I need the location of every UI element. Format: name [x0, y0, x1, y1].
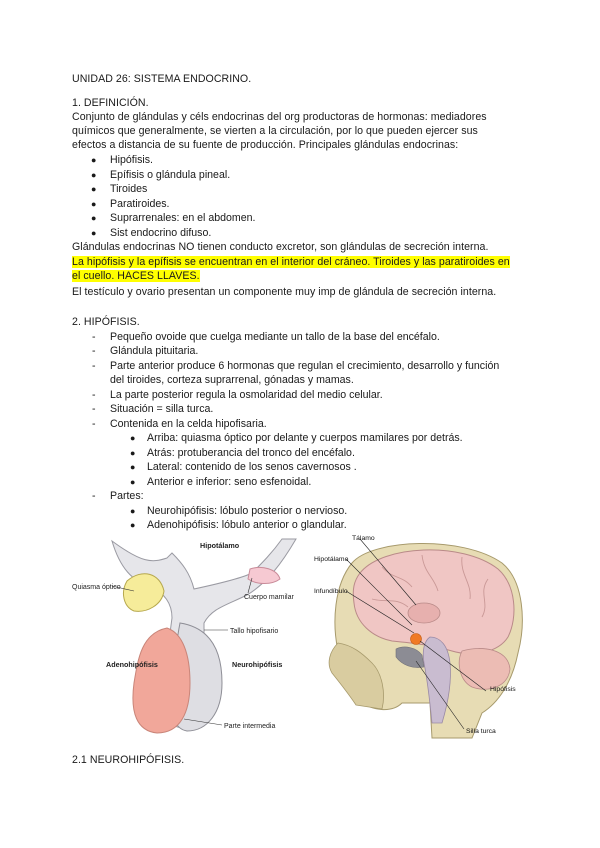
hipofisis-item: Glándula pituitaria.	[110, 345, 199, 357]
partes-label: Partes:	[110, 490, 144, 502]
hipofisis-item: La parte posterior regula la osmolaridad del medio celular.	[110, 389, 383, 401]
label-hipotalamo-2: Hipotálamo	[314, 556, 349, 563]
bullet-icon: ●	[91, 228, 97, 238]
bullet-icon: ●	[130, 506, 136, 516]
section-2-heading: 2. HIPÓFISIS.	[72, 316, 140, 328]
label-adeno: Adenohipófisis	[106, 660, 158, 669]
label-quiasma: Quiasma óptico	[72, 584, 121, 591]
partes-item: Neurohipófisis: lóbulo posterior o nervioso.	[147, 505, 348, 517]
gland-item: Sist endocrino difuso.	[110, 227, 212, 239]
celda-item: Atrás: protuberancia del tronco del encéfalo.	[147, 447, 355, 459]
bullet-icon: ●	[130, 462, 136, 472]
label-neuro: Neurohipófisis	[232, 660, 283, 669]
label-parte-intermedia: Parte intermedia	[224, 723, 276, 730]
hipofisis-item: Contenida en la celda hipofisaria.	[110, 418, 267, 430]
celda-item: Anterior e inferior: seno esfenoidal.	[147, 476, 312, 488]
hipofisis-item: Parte anterior produce 6 hormonas que regulan el crecimiento, desarrollo y función	[110, 360, 500, 372]
pituitary-diagram	[72, 533, 308, 741]
bullet-icon: ●	[130, 520, 136, 530]
celda-item: Arriba: quiasma óptico por delante y cuerpos mamilares por detrás.	[147, 432, 463, 444]
section-2-1-heading: 2.1 NEUROHIPÓFISIS.	[72, 754, 185, 766]
definition-line-3: efectos a distancia de su fuente de producción. Principales glándulas endocrinas:	[72, 139, 459, 151]
bullet-icon: ●	[130, 477, 136, 487]
definition-line-1: Conjunto de glándulas y céls endocrinas del org productoras de hormonas: mediadores	[72, 111, 487, 123]
highlight-line-2: el cuello. HACES LLAVES.	[72, 270, 200, 282]
label-tallo: Tallo hipofisario	[230, 628, 279, 635]
note-line: Glándulas endocrinas NO tienen conducto excretor, son glándulas de secreción interna.	[72, 241, 489, 253]
bullet-icon: ●	[130, 448, 136, 458]
bullet-icon: ●	[91, 184, 97, 194]
bullet-icon: ●	[91, 199, 97, 209]
document-title: UNIDAD 26: SISTEMA ENDOCRINO.	[72, 73, 252, 85]
label-talamo: Tálamo	[352, 535, 375, 542]
hipofisis-item-cont: del tiroides, corteza suprarrenal, gónadas y mamas.	[110, 374, 354, 386]
head-sagittal-diagram	[312, 533, 528, 741]
label-silla-turca: Silla turca	[466, 728, 496, 735]
bullet-icon: ●	[91, 155, 97, 165]
label-cuerpo-mamilar: Cuerpo mamilar	[244, 594, 294, 601]
hipofisis-item: Situación = silla turca.	[110, 403, 214, 415]
partes-item: Adenohipófisis: lóbulo anterior o glandular.	[147, 519, 347, 531]
gland-item: Tiroides	[110, 183, 148, 195]
last-line: El testículo y ovario presentan un componente muy imp de glándula de secreción interna.	[72, 286, 497, 298]
bullet-icon: ●	[130, 433, 136, 443]
label-hipotalamo: Hipotálamo	[200, 541, 240, 550]
bullet-icon: ●	[91, 213, 97, 223]
label-infundibulo: Infundíbulo	[314, 588, 348, 595]
gland-item: Suprarrenales: en el abdomen.	[110, 212, 256, 224]
bullet-icon: ●	[91, 170, 97, 180]
label-hipofisis: Hipófisis	[490, 686, 516, 693]
celda-item: Lateral: contenido de los senos cavernosos .	[147, 461, 357, 473]
definition-line-2: químicos que generalmente, se vierten a la circulación, por lo que pueden ejercer sus	[72, 125, 478, 137]
hipofisis-item: Pequeño ovoide que cuelga mediante un tallo de la base del encéfalo.	[110, 331, 440, 343]
highlight-line-1: La hipófisis y la epífisis se encuentran en el interior del cráneo. Tiroides y las paratiroides en	[72, 256, 510, 268]
gland-item: Paratiroides.	[110, 198, 170, 210]
gland-item: Epífisis o glándula pineal.	[110, 169, 231, 181]
section-1-heading: 1. DEFINICIÓN.	[72, 97, 149, 109]
document-page: UNIDAD 26: SISTEMA ENDOCRINO. 1. DEFINICIÓN. Conjunto de glándulas y céls endocrinas del org productoras de hormonas: mediadores químicos que generalmente, se vierten a la circulación, por lo que pueden ejercer sus efectos a distancia de su fuente de producción. Principales glándulas endocrinas: ● Hipófisis. ● Epífisis o glándula pineal. ● Tiroides ● Paratiroides. ● Suprarrenales: en el abdomen. ● Sist endocrino difuso. Glándulas endocrinas NO tienen conducto excretor, son glándulas de secreción interna. La hipófisis y la epífisis se encuentran en el interior del cráneo. Tiroides y las paratiroides en el cuello. HACES LLAVES. El testículo y ovario presentan un componente muy imp de glándula de secreción interna. 2. HIPÓFISIS. - Pequeño ovoide que cuelga mediante un tallo de la base del encéfalo. - Glándula pituitaria. - Parte anterior produce 6 hormonas que regulan el crecimiento, desarrollo y función del tiroides, corteza suprarrenal, gónadas y mamas. - La parte posterior regula la osmolaridad del medio celular. - Situación = silla turca. - Contenida en la celda hipofisaria. ● Arriba: quiasma óptico por delante y cuerpos mamilares por detrás. ● Atrás: protuberancia del tronco del encéfalo. ● Lateral: contenido de los senos cavernosos . ● Anterior e inferior: seno esfenoidal. - Partes: ● Neurohipófisis: lóbulo posterior o nervioso. ● Adenohipófisis: lóbulo anterior o glandular. Hipotálamo Quiasma óptico Cuerpo mamilar Tallo hipofisario Adenohipófisis Neurohipófisis Parte intermedia Tálamo Hipotálamo Infundíbulo Hipófisis Silla turca 2.1 NEUROHIPÓFISIS.	[0, 0, 600, 848]
gland-item: Hipófisis.	[110, 154, 153, 166]
